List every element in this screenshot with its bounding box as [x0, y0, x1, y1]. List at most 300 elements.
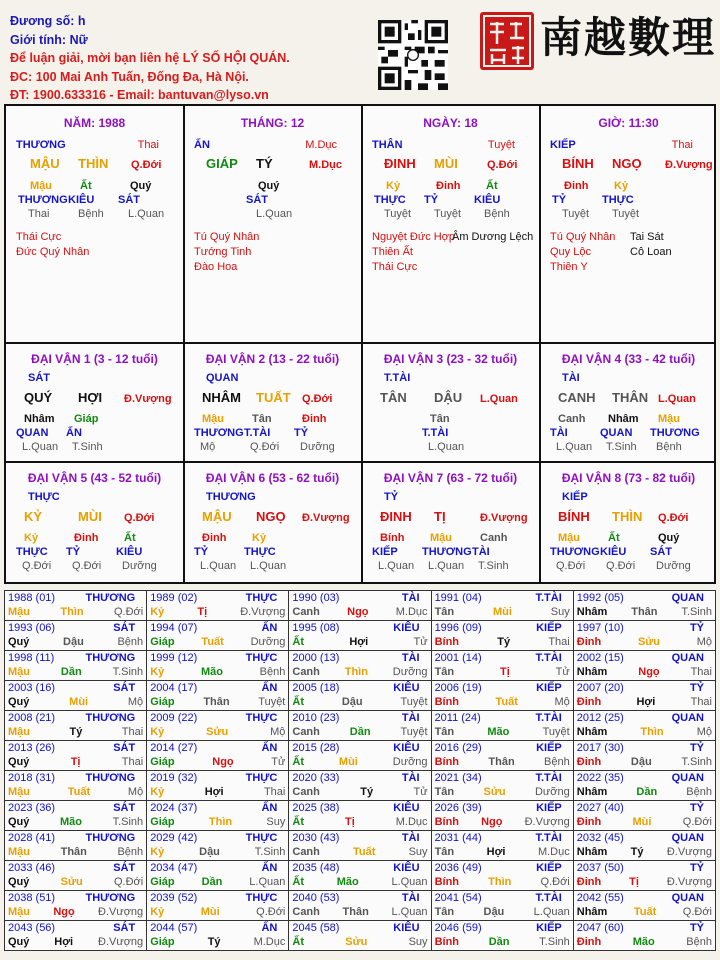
year-branch: Tý	[360, 786, 374, 798]
year-branch: Dậu	[199, 846, 220, 858]
year-cell-top	[8, 801, 143, 815]
year-cell	[147, 891, 289, 921]
year-state: Suy	[408, 846, 428, 858]
year-cell-top	[292, 831, 427, 845]
year-cell-bottom	[435, 635, 570, 649]
year-god: THƯƠNG	[85, 592, 136, 604]
pillar-branch: TÝ	[256, 156, 273, 171]
year-state: Mộ	[696, 726, 712, 738]
year-cell-bottom	[435, 905, 570, 919]
year-god: TÀI	[401, 652, 420, 664]
year-cell	[573, 891, 715, 921]
year-row	[5, 861, 716, 891]
hidden-god: KIÊU	[68, 194, 95, 206]
year-label: 1998 (11)	[8, 652, 55, 664]
year-state: Tuyệt	[400, 696, 428, 708]
year-stem: Quý	[8, 756, 30, 768]
year-branch: Ngọ	[481, 816, 503, 828]
year-cell	[289, 801, 431, 831]
luck-hidden-god: THỰC	[244, 546, 276, 558]
pillar-cell-1	[6, 106, 183, 342]
year-label: 2037 (50)	[576, 862, 624, 874]
year-state: Mộ	[127, 786, 144, 798]
luck-god: TÀI	[562, 372, 580, 384]
qr-code-icon	[378, 20, 448, 90]
year-cell	[573, 681, 715, 711]
luck-hidden-stem: Canh	[558, 413, 586, 425]
year-stem: Nhâm	[576, 786, 608, 798]
luck-title: ĐẠI VẬN 2 (13 - 22 tuổi)	[205, 352, 340, 366]
year-cell-bottom	[8, 845, 143, 859]
year-label: 2008 (21)	[8, 712, 56, 724]
year-god: T.TÀI	[535, 772, 562, 784]
luck-cell-6	[184, 463, 361, 581]
year-god: THƯƠNG	[85, 892, 136, 904]
luck-hidden-state: Q.Đới	[556, 560, 586, 572]
year-label: 2047 (60)	[576, 922, 624, 934]
year-god: QUAN	[671, 892, 704, 904]
luck-hidden-stem: Đinh	[202, 532, 227, 544]
year-god: SÁT	[113, 682, 136, 694]
luck-hidden-state: Dưỡng	[656, 560, 691, 572]
luck-hidden-state: T.Sinh	[478, 560, 509, 572]
year-cell	[289, 921, 431, 951]
year-label: 2005 (18)	[292, 682, 340, 694]
year-label: 2027 (40)	[576, 802, 624, 814]
year-cell-top	[435, 801, 570, 815]
year-cell-bottom	[292, 785, 427, 799]
luck-title: ĐẠI VẬN 8 (73 - 82 tuổi)	[561, 471, 696, 485]
year-cell-top	[292, 651, 427, 665]
year-cell-top	[292, 681, 427, 695]
year-cell-bottom	[577, 905, 712, 919]
year-cell-bottom	[150, 725, 285, 739]
year-god: KIÊU	[393, 682, 420, 694]
pillar-top-god: THÂN	[372, 139, 403, 151]
year-row	[5, 651, 716, 681]
year-state: Bệnh	[686, 936, 712, 948]
year-cell-top	[577, 771, 712, 785]
year-stem: Mậu	[8, 606, 30, 618]
star-name: Thiên Y	[550, 261, 588, 273]
luck-hidden-state: Dưỡng	[300, 441, 335, 453]
year-label: 1995 (08)	[292, 622, 340, 634]
year-label: 2026 (39)	[434, 802, 482, 814]
year-stem: Đinh	[576, 816, 602, 828]
year-label: 2045 (58)	[292, 922, 340, 934]
year-branch: Thìn	[640, 726, 664, 738]
year-label: 2013 (26)	[8, 742, 56, 754]
year-cell	[147, 651, 289, 681]
year-branch: Mùi	[200, 906, 220, 918]
year-branch: Tý	[630, 846, 644, 858]
year-state: T.Sinh	[112, 816, 144, 828]
year-label: 2019 (32)	[150, 772, 198, 784]
luck-branch: DẬU	[434, 390, 463, 405]
year-cell	[5, 771, 147, 801]
year-cell-top	[577, 921, 712, 935]
owner-gender: Giới tính: Nữ	[10, 32, 88, 47]
year-state: Đ.Vượng	[666, 876, 712, 888]
luck-hidden-stem: Nhâm	[608, 413, 639, 425]
hidden-stem: Kỷ	[386, 180, 401, 192]
year-label: 2009 (22)	[150, 712, 198, 724]
luck-title: ĐẠI VẬN 6 (53 - 62 tuổi)	[205, 471, 340, 485]
year-cell-top	[150, 771, 285, 785]
year-stem: Quý	[8, 636, 30, 648]
year-cell-bottom	[150, 905, 285, 919]
year-god: TÀI	[401, 772, 420, 784]
hidden-stem: Quý	[130, 180, 152, 192]
year-branch: Ngọ	[347, 606, 369, 618]
year-label: 2015 (28)	[292, 742, 340, 754]
year-state: Tuyệt	[258, 696, 286, 708]
year-stem: Bính	[434, 816, 460, 828]
year-god: TỶ	[689, 622, 704, 634]
luck-state: Q.Đới	[124, 512, 155, 524]
year-branch: Tý	[497, 636, 511, 648]
year-cell	[573, 801, 715, 831]
year-label: 2032 (45)	[576, 832, 624, 844]
year-cell-bottom	[577, 635, 712, 649]
year-god: KIÊU	[393, 922, 420, 934]
year-branch: Mùi	[492, 606, 512, 618]
year-state: Q.Đới	[113, 606, 144, 618]
year-cell	[289, 891, 431, 921]
year-stem: Tân	[434, 666, 455, 678]
pillar-title: NĂM: 1988	[63, 116, 126, 130]
year-cell-top	[292, 741, 427, 755]
pillar-top-state: Tuyệt	[487, 139, 515, 151]
year-label: 1996 (09)	[434, 622, 482, 634]
year-cell	[147, 801, 289, 831]
year-stem: Tân	[434, 606, 455, 618]
year-cell	[147, 921, 289, 951]
year-label: 2004 (17)	[150, 682, 198, 694]
year-state: Tử	[555, 666, 570, 678]
year-god: TÀI	[401, 832, 420, 844]
year-branch: Tị	[500, 666, 510, 678]
luck-cell-8	[540, 463, 717, 581]
pillar-top-state: Thai	[137, 139, 159, 151]
year-cell-top	[292, 921, 427, 935]
year-stem: Ất	[292, 696, 304, 708]
luck-stem: QUÝ	[24, 390, 53, 405]
year-state: Thai	[548, 636, 570, 648]
year-stem: Canh	[292, 846, 320, 858]
luck-hidden-god: TÀI	[472, 546, 490, 558]
luck-state: Đ.Vượng	[480, 512, 528, 524]
luck-hidden-god: THƯƠNG	[194, 427, 244, 439]
year-state: Q.Đới	[540, 876, 570, 888]
year-god: TỶ	[689, 922, 704, 934]
year-god: THỰC	[245, 712, 278, 724]
year-branch: Thân	[488, 756, 515, 768]
luck-title: ĐẠI VẬN 3 (23 - 32 tuổi)	[383, 352, 518, 366]
year-cell-bottom	[435, 665, 570, 679]
year-branch: Dậu	[630, 756, 652, 768]
year-cell-bottom	[8, 785, 143, 799]
luck-stem: NHÂM	[202, 390, 241, 405]
year-stem: Tân	[434, 906, 455, 918]
year-label: 2020 (33)	[292, 772, 340, 784]
year-branch: Tý	[207, 936, 221, 948]
year-cell	[147, 621, 289, 651]
luck-hidden-stem: Bính	[380, 532, 405, 544]
year-label: 2025 (38)	[292, 802, 340, 814]
year-branch: Tuất	[353, 846, 376, 858]
year-branch: Thìn	[488, 876, 512, 888]
luck-branch: NGỌ	[256, 509, 286, 524]
year-label: 2011 (24)	[434, 712, 481, 724]
year-label: 1991 (04)	[434, 592, 482, 604]
year-god: ẤN	[261, 922, 278, 934]
luck-title: ĐẠI VẬN 5 (43 - 52 tuổi)	[27, 471, 162, 485]
year-row	[5, 831, 716, 861]
year-cell	[431, 831, 573, 861]
year-branch: Thìn	[60, 606, 84, 618]
year-label: 2046 (59)	[434, 922, 482, 934]
year-god: SÁT	[113, 622, 136, 634]
year-cell	[431, 921, 573, 951]
pillar-title: GIỜ: 11:30	[598, 116, 659, 130]
year-row	[5, 771, 716, 801]
year-god: KIÊU	[393, 862, 420, 874]
year-god: T.TÀI	[535, 832, 562, 844]
year-god: TỶ	[689, 802, 704, 814]
year-branch: Dần	[60, 666, 82, 678]
hidden-stem: Đinh	[436, 180, 461, 192]
hidden-state: Tuyệt	[434, 208, 462, 220]
luck-branch: TUẤT	[256, 390, 291, 405]
year-cell-top	[8, 891, 143, 905]
year-row	[5, 681, 716, 711]
luck-hidden-state: T.Sinh	[606, 441, 637, 453]
year-cell-top	[577, 861, 712, 875]
year-cell	[147, 861, 289, 891]
year-stem: Giáp	[150, 756, 175, 768]
year-god: THỰC	[245, 892, 278, 904]
year-label: 2044 (57)	[150, 922, 198, 934]
pillar-stem: GIÁP	[206, 156, 238, 171]
year-label: 2030 (43)	[292, 832, 340, 844]
year-label: 2034 (47)	[150, 862, 198, 874]
year-god: ẤN	[261, 862, 278, 874]
year-cell-top	[577, 591, 712, 605]
luck-hidden-god: SÁT	[650, 546, 672, 558]
year-cell	[5, 801, 147, 831]
year-cell-bottom	[8, 635, 143, 649]
year-label: 2018 (31)	[8, 772, 56, 784]
year-god: ẤN	[261, 622, 278, 634]
year-stem: Nhâm	[576, 666, 608, 678]
hidden-stem: Quý	[258, 180, 280, 192]
year-branch: Thân	[60, 846, 87, 858]
year-cell-top	[435, 711, 570, 725]
year-state: T.Sinh	[254, 846, 286, 858]
luck-hidden-state: Bệnh	[656, 441, 682, 453]
year-branch: Hợi	[54, 936, 74, 948]
year-cell	[147, 591, 289, 621]
year-stem: Kỷ	[150, 606, 165, 618]
year-row	[5, 891, 716, 921]
year-branch: Hợi	[636, 696, 656, 708]
luck-stem: ĐINH	[380, 509, 412, 524]
luck-hidden-god: TỶ	[294, 427, 309, 439]
hidden-state: Bệnh	[78, 208, 104, 220]
year-cell	[5, 621, 147, 651]
year-stem: Đinh	[576, 876, 602, 888]
luck-hidden-state: Dưỡng	[122, 560, 157, 572]
year-cell	[573, 591, 715, 621]
year-cell-bottom	[435, 695, 570, 709]
year-branch: Mùi	[338, 756, 358, 768]
year-state: Dưỡng	[392, 756, 428, 768]
year-state: T.Sinh	[539, 936, 570, 948]
year-cell	[289, 831, 431, 861]
year-stem: Bính	[434, 756, 460, 768]
luck-hidden-stem: Đinh	[302, 413, 327, 425]
year-row	[5, 921, 716, 951]
year-cell	[573, 711, 715, 741]
year-cell-top	[8, 861, 143, 875]
year-stem: Tân	[434, 726, 455, 738]
year-state: Thai	[690, 696, 712, 708]
year-state: Mộ	[127, 696, 144, 708]
year-branch: Thìn	[344, 666, 368, 678]
luck-branch: MÙI	[78, 509, 102, 524]
year-cell	[573, 621, 715, 651]
luck-hidden-stem: Ất	[124, 532, 136, 544]
year-cell	[289, 651, 431, 681]
pillar-top-god: THƯƠNG	[16, 139, 66, 151]
year-cell-bottom	[435, 845, 570, 859]
year-branch: Mão	[60, 816, 82, 828]
luck-hidden-state: L.Quan	[250, 560, 287, 572]
year-cell-bottom	[577, 845, 712, 859]
year-god: TÀI	[401, 892, 420, 904]
year-stem: Canh	[292, 786, 320, 798]
luck-god: THƯƠNG	[206, 491, 256, 503]
luck-hidden-stem: Mậu	[558, 532, 580, 544]
year-cell-bottom	[150, 635, 285, 649]
year-branch: Tý	[69, 726, 83, 738]
luck-stem: CANH	[558, 390, 596, 405]
year-cell	[431, 711, 573, 741]
luck-hidden-stem: Mậu	[202, 413, 224, 425]
logo-text: 南越數理	[540, 13, 717, 62]
luck-hidden-state: L.Quan	[200, 560, 237, 572]
year-state: Bệnh	[117, 636, 144, 648]
year-cell-top	[577, 681, 712, 695]
year-state: Dưỡng	[392, 666, 428, 678]
hidden-stem: Ất	[486, 180, 498, 192]
year-god: THƯƠNG	[85, 652, 136, 664]
year-label: 1993 (06)	[8, 622, 56, 634]
year-god: TỶ	[689, 862, 704, 874]
pillar-title: NGÀY: 18	[423, 116, 478, 130]
luck-branch: THÌN	[612, 509, 643, 524]
year-label: 2033 (46)	[8, 862, 56, 874]
year-cell-top	[150, 681, 285, 695]
hidden-god: KIÊU	[474, 194, 501, 206]
pillar-branch-state: Q.Đới	[487, 159, 518, 171]
luck-hidden-state: T.Sinh	[72, 441, 103, 453]
year-cell-top	[8, 831, 143, 845]
year-cell-bottom	[435, 755, 570, 769]
year-state: Bệnh	[117, 846, 144, 858]
pillar-cell-2	[184, 106, 361, 342]
luck-cell-2	[184, 344, 361, 462]
year-cell-top	[577, 711, 712, 725]
luck-branch: TỊ	[434, 509, 446, 524]
year-stem: Canh	[292, 906, 320, 918]
year-cell-bottom	[292, 605, 427, 619]
contact-phone-email: ĐT: 1900.633316 - Email: bantuvan@lyso.vn	[10, 88, 269, 102]
year-cell-top	[292, 891, 427, 905]
year-cell	[431, 741, 573, 771]
year-cell-top	[577, 741, 712, 755]
year-cell-bottom	[577, 695, 712, 709]
year-god: QUAN	[671, 712, 704, 724]
star-name: Tú Quý Nhân	[550, 231, 616, 243]
year-branch: Thân	[631, 606, 658, 618]
year-god: KIÊU	[393, 622, 420, 634]
year-label: 1989 (02)	[150, 592, 198, 604]
year-cell-top	[8, 651, 143, 665]
year-cell-top	[435, 771, 570, 785]
luck-hidden-stem: Ất	[608, 532, 620, 544]
luck-god: QUAN	[206, 372, 239, 384]
year-cell-top	[8, 681, 143, 695]
year-cell-top	[577, 651, 712, 665]
year-state: Tuyệt	[400, 726, 428, 738]
year-god: KIẾP	[536, 802, 562, 814]
year-state: Mộ	[270, 726, 286, 738]
year-branch: Thân	[203, 696, 230, 708]
year-cell	[5, 861, 147, 891]
pillar-branch-state: M.Dục	[309, 159, 342, 171]
year-god: ẤN	[261, 802, 278, 814]
year-stem: Tân	[434, 846, 455, 858]
year-stem: Nhâm	[576, 846, 608, 858]
annual-luck-table	[4, 590, 716, 951]
year-state: Đ.Vượng	[666, 846, 712, 858]
year-cell	[431, 771, 573, 801]
year-god: T.TÀI	[535, 592, 562, 604]
year-state: L.Quan	[533, 906, 570, 918]
luck-hidden-god: ẤN	[66, 427, 82, 439]
year-stem: Kỷ	[150, 846, 165, 858]
year-cell-top	[292, 621, 427, 635]
year-label: 1997 (10)	[576, 622, 624, 634]
year-branch: Tuất	[201, 636, 224, 648]
year-branch: Sửu	[206, 726, 229, 738]
year-state: Tuyệt	[542, 726, 570, 738]
hidden-stem: Đinh	[564, 180, 589, 192]
luck-hidden-state: Q.Đới	[72, 560, 102, 572]
year-cell-top	[435, 681, 570, 695]
year-label: 1988 (01)	[8, 592, 56, 604]
year-god: SÁT	[113, 862, 136, 874]
year-cell-top	[150, 831, 285, 845]
year-stem: Giáp	[150, 816, 175, 828]
luck-hidden-god: KIÊU	[116, 546, 143, 558]
year-god: ẤN	[261, 742, 278, 754]
year-branch: Hợi	[486, 846, 506, 858]
year-cell-bottom	[8, 905, 143, 919]
year-cell-bottom	[292, 875, 427, 889]
